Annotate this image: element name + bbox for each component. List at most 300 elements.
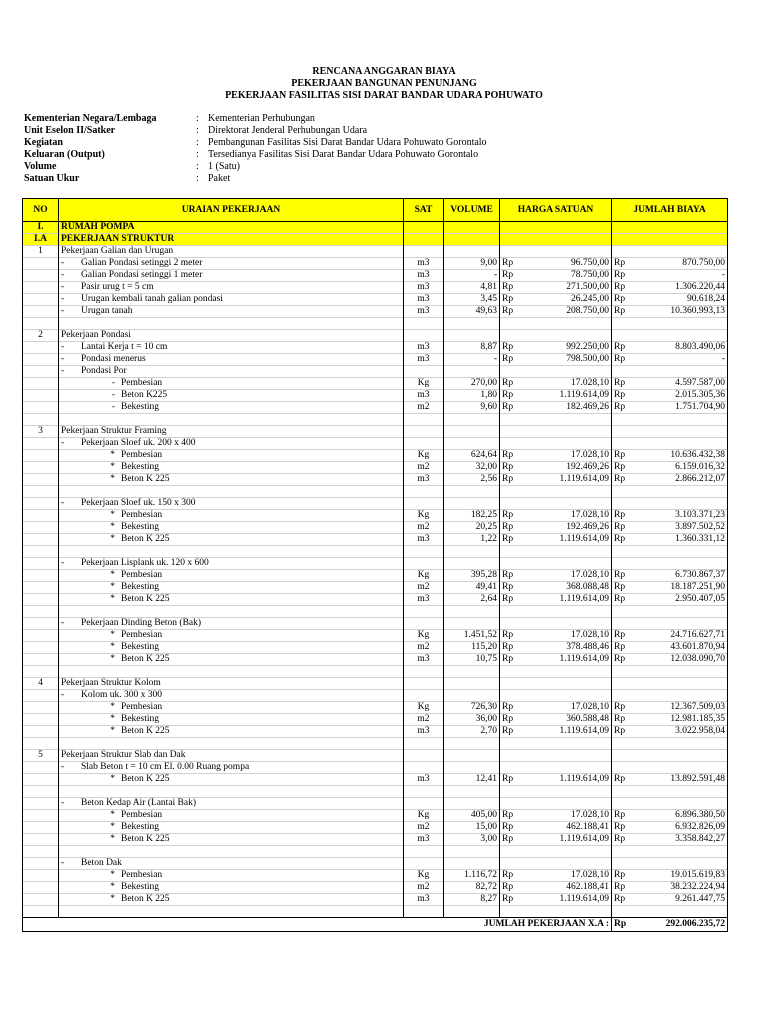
- cell-volume: [444, 678, 500, 690]
- cell-harga-satuan: [520, 318, 612, 330]
- cell-jumlah-biaya: 13.892.591,48: [634, 774, 728, 786]
- cell-jumlah-currency: [612, 786, 634, 798]
- col-header-sat: SAT: [404, 199, 444, 222]
- cell-uraian: [59, 810, 404, 822]
- item-marker: *: [110, 894, 115, 904]
- col-header-jumlah: JUMLAH BIAYA: [612, 199, 728, 222]
- cell-uraian: [59, 582, 404, 594]
- cell-no: [23, 702, 59, 714]
- cell-harga-currency: Rp: [500, 282, 520, 294]
- blank-row: [23, 786, 728, 798]
- item-marker: *: [110, 642, 115, 652]
- cell-sat: Kg: [404, 450, 444, 462]
- cell-volume: 49,41: [444, 582, 500, 594]
- table-row: [23, 594, 728, 606]
- cell-harga-satuan: 17.028,10: [520, 810, 612, 822]
- cell-uraian: PEKERJAAN STRUKTUR: [59, 234, 404, 246]
- item-text: Pekerjaan Struktur Kolom: [61, 678, 161, 688]
- cell-no: [23, 342, 59, 354]
- item-text: Beton K 225: [121, 894, 170, 904]
- cell-harga-satuan: 1.119.614,09: [520, 726, 612, 738]
- item-text: Pondasi menerus: [81, 354, 146, 364]
- item-text: Pekerjaan Galian dan Urugan: [61, 246, 174, 256]
- table-row: [23, 306, 728, 318]
- cell-volume: 405,00: [444, 810, 500, 822]
- info-key: Satuan Ukur: [24, 173, 80, 184]
- cell-volume: 82,72: [444, 882, 500, 894]
- cell-jumlah-currency: Rp: [612, 630, 634, 642]
- item-text: Beton K 225: [121, 774, 170, 784]
- table-row: [23, 894, 728, 906]
- cell-harga-currency: [500, 906, 520, 918]
- cell-uraian: [59, 738, 404, 750]
- cell-no: [23, 306, 59, 318]
- table-row: [23, 558, 728, 570]
- cell-volume: [444, 546, 500, 558]
- item-marker: -: [61, 762, 65, 772]
- cell-harga-currency: Rp: [500, 378, 520, 390]
- cell-jumlah-biaya: [634, 906, 728, 918]
- table-row: [23, 834, 728, 846]
- cell-harga-satuan: [520, 786, 612, 798]
- cell-volume: 8,27: [444, 894, 500, 906]
- cell-jumlah-biaya: [634, 426, 728, 438]
- cell-jumlah-currency: Rp: [612, 270, 634, 282]
- cell-harga-satuan: [520, 234, 612, 246]
- item-text: Bekesting: [121, 714, 159, 724]
- item-text: Bekesting: [121, 582, 159, 592]
- cell-harga-satuan: [520, 738, 612, 750]
- cell-harga-currency: [500, 606, 520, 618]
- cell-harga-satuan: 17.028,10: [520, 702, 612, 714]
- cell-jumlah-currency: Rp: [612, 342, 634, 354]
- cell-uraian: [59, 714, 404, 726]
- item-marker: *: [110, 810, 115, 820]
- cell-harga-currency: [500, 690, 520, 702]
- item-text: Bekesting: [121, 822, 159, 832]
- cell-harga-currency: [500, 234, 520, 246]
- cell-jumlah-biaya: [634, 666, 728, 678]
- cell-uraian: [59, 654, 404, 666]
- cell-jumlah-biaya: 18.187.251,90: [634, 582, 728, 594]
- cell-harga-currency: [500, 318, 520, 330]
- cell-jumlah-biaya: -: [634, 354, 728, 366]
- cell-harga-satuan: [520, 618, 612, 630]
- cell-harga-satuan: 1.119.614,09: [520, 474, 612, 486]
- blank-row: [23, 414, 728, 426]
- cell-uraian: [59, 402, 404, 414]
- info-value: Tersedianya Fasilitas Sisi Darat Bandar Udara Pohuwato Gorontalo: [208, 149, 479, 160]
- cell-sat: m3: [404, 282, 444, 294]
- item-text: Galian Pondasi setinggi 1 meter: [81, 270, 203, 280]
- col-header-no: NO: [23, 199, 59, 222]
- doc-title-line3: PEKERJAAN FASILITAS SISI DARAT BANDAR UDARA POHUWATO: [225, 90, 543, 101]
- cell-sat: m3: [404, 390, 444, 402]
- cell-sat: m2: [404, 462, 444, 474]
- cell-sat: m2: [404, 822, 444, 834]
- cell-harga-currency: [500, 426, 520, 438]
- cell-volume: [444, 498, 500, 510]
- cell-volume: [444, 486, 500, 498]
- item-marker: *: [110, 594, 115, 604]
- cell-uraian: [59, 594, 404, 606]
- item-text: Pekerjaan Sloef uk. 200 x 400: [81, 438, 196, 448]
- cell-sat: m3: [404, 654, 444, 666]
- cell-harga-currency: Rp: [500, 570, 520, 582]
- item-marker: *: [110, 870, 115, 880]
- cell-harga-currency: [500, 414, 520, 426]
- cell-volume: [444, 906, 500, 918]
- cell-no: 1: [23, 246, 59, 258]
- cell-jumlah-currency: [612, 690, 634, 702]
- cell-volume: 115,20: [444, 642, 500, 654]
- cell-harga-satuan: [520, 906, 612, 918]
- table-row: [23, 762, 728, 774]
- cell-harga-satuan: 1.119.614,09: [520, 774, 612, 786]
- cell-no: [23, 762, 59, 774]
- cell-no: [23, 534, 59, 546]
- cell-sat: [404, 606, 444, 618]
- cell-no: [23, 570, 59, 582]
- cell-jumlah-biaya: 19.015.619,83: [634, 870, 728, 882]
- cell-jumlah-currency: Rp: [612, 258, 634, 270]
- cell-volume: 1.116,72: [444, 870, 500, 882]
- cell-sat: [404, 414, 444, 426]
- cell-jumlah-biaya: [634, 690, 728, 702]
- cell-jumlah-currency: [612, 678, 634, 690]
- cell-no: [23, 558, 59, 570]
- cell-no: [23, 774, 59, 786]
- item-marker: -: [61, 438, 65, 448]
- cell-volume: [444, 438, 500, 450]
- cell-harga-currency: [500, 246, 520, 258]
- item-text: Pasir urug t = 5 cm: [81, 282, 154, 292]
- cell-volume: [444, 246, 500, 258]
- cell-jumlah-currency: [612, 426, 634, 438]
- item-marker: -: [111, 390, 115, 400]
- blank-row: [23, 738, 728, 750]
- cell-no: [23, 294, 59, 306]
- cell-no: [23, 402, 59, 414]
- cell-volume: [444, 618, 500, 630]
- table-row: [23, 726, 728, 738]
- cell-no: [23, 714, 59, 726]
- blank-row: [23, 546, 728, 558]
- cell-jumlah-biaya: 6.730.867,37: [634, 570, 728, 582]
- cell-jumlah-biaya: [634, 846, 728, 858]
- cell-jumlah-currency: Rp: [612, 450, 634, 462]
- cell-jumlah-currency: Rp: [612, 774, 634, 786]
- cell-uraian: [59, 378, 404, 390]
- cell-harga-currency: Rp: [500, 354, 520, 366]
- cell-harga-satuan: 17.028,10: [520, 570, 612, 582]
- cell-harga-currency: Rp: [500, 630, 520, 642]
- total-currency: Rp: [612, 918, 634, 932]
- cell-jumlah-biaya: 24.716.627,71: [634, 630, 728, 642]
- cell-jumlah-currency: [612, 798, 634, 810]
- cell-sat: [404, 798, 444, 810]
- cell-sat: Kg: [404, 510, 444, 522]
- info-key: Keluaran (Output): [24, 149, 105, 160]
- table-row: [23, 282, 728, 294]
- cell-no: [23, 810, 59, 822]
- table-row: [23, 858, 728, 870]
- cell-jumlah-currency: Rp: [612, 582, 634, 594]
- cell-sat: m2: [404, 522, 444, 534]
- cell-sat: Kg: [404, 378, 444, 390]
- cell-harga-satuan: 992.250,00: [520, 342, 612, 354]
- item-text: Beton K 225: [121, 834, 170, 844]
- cell-uraian: [59, 750, 404, 762]
- cell-jumlah-currency: [612, 618, 634, 630]
- cell-jumlah-biaya: [634, 234, 728, 246]
- cell-no: 2: [23, 330, 59, 342]
- cell-sat: Kg: [404, 570, 444, 582]
- item-text: Pembesian: [121, 570, 163, 580]
- cell-jumlah-currency: Rp: [612, 822, 634, 834]
- cell-jumlah-currency: Rp: [612, 642, 634, 654]
- cell-harga-currency: Rp: [500, 834, 520, 846]
- cell-jumlah-biaya: 6.932.826,09: [634, 822, 728, 834]
- cell-uraian: [59, 318, 404, 330]
- cell-uraian: [59, 882, 404, 894]
- cell-no: [23, 690, 59, 702]
- cell-harga-satuan: 17.028,10: [520, 378, 612, 390]
- cell-no: [23, 582, 59, 594]
- cell-volume: 9,60: [444, 402, 500, 414]
- table-row: [23, 750, 728, 762]
- col-header-uraian: URAIAN PEKERJAAN: [59, 199, 404, 222]
- item-marker: -: [61, 366, 65, 376]
- cell-sat: m3: [404, 474, 444, 486]
- cell-sat: [404, 846, 444, 858]
- cell-jumlah-currency: Rp: [612, 702, 634, 714]
- cell-jumlah-currency: [612, 438, 634, 450]
- item-text: Beton Dak: [81, 858, 122, 868]
- cell-harga-currency: Rp: [500, 822, 520, 834]
- cell-jumlah-biaya: 43.601.870,94: [634, 642, 728, 654]
- item-text: Bekesting: [121, 522, 159, 532]
- cell-no: 5: [23, 750, 59, 762]
- cell-no: [23, 822, 59, 834]
- cell-harga-currency: Rp: [500, 522, 520, 534]
- cell-volume: [444, 318, 500, 330]
- cell-uraian: [59, 258, 404, 270]
- cell-harga-satuan: [520, 246, 612, 258]
- cell-no: [23, 846, 59, 858]
- item-text: Bekesting: [121, 402, 159, 412]
- cell-harga-satuan: [520, 546, 612, 558]
- table-row: [23, 258, 728, 270]
- cell-sat: m3: [404, 354, 444, 366]
- table-row: [23, 642, 728, 654]
- cell-harga-currency: [500, 858, 520, 870]
- cell-uraian: [59, 414, 404, 426]
- cell-harga-currency: Rp: [500, 402, 520, 414]
- cell-volume: 2,70: [444, 726, 500, 738]
- cell-harga-satuan: [520, 690, 612, 702]
- table-row: [23, 654, 728, 666]
- cell-jumlah-currency: Rp: [612, 810, 634, 822]
- item-marker: *: [110, 510, 115, 520]
- cell-no: [23, 906, 59, 918]
- cell-harga-currency: Rp: [500, 342, 520, 354]
- info-key: Volume: [24, 161, 57, 172]
- cell-sat: [404, 690, 444, 702]
- section-row: [23, 222, 728, 234]
- cell-sat: [404, 678, 444, 690]
- cell-volume: [444, 426, 500, 438]
- cell-uraian: [59, 870, 404, 882]
- cell-harga-satuan: 368.088,48: [520, 582, 612, 594]
- cell-no: [23, 450, 59, 462]
- table-row: [23, 510, 728, 522]
- item-text: Pekerjaan Struktur Framing: [61, 426, 167, 436]
- cell-jumlah-currency: [612, 234, 634, 246]
- item-marker: *: [110, 726, 115, 736]
- cell-jumlah-currency: [612, 246, 634, 258]
- cell-harga-satuan: 1.119.614,09: [520, 894, 612, 906]
- cell-jumlah-currency: Rp: [612, 834, 634, 846]
- cell-harga-currency: [500, 546, 520, 558]
- cell-harga-satuan: 1.119.614,09: [520, 534, 612, 546]
- item-marker: -: [111, 378, 115, 388]
- cell-harga-satuan: 17.028,10: [520, 870, 612, 882]
- cell-harga-satuan: [520, 678, 612, 690]
- cell-no: [23, 894, 59, 906]
- cell-jumlah-biaya: [634, 498, 728, 510]
- cell-sat: m2: [404, 882, 444, 894]
- cell-uraian: [59, 906, 404, 918]
- cell-volume: 8,87: [444, 342, 500, 354]
- cell-volume: 9,00: [444, 258, 500, 270]
- info-value: Paket: [208, 173, 231, 184]
- cell-sat: [404, 906, 444, 918]
- cell-harga-satuan: [520, 558, 612, 570]
- cell-harga-satuan: 96.750,00: [520, 258, 612, 270]
- item-marker: *: [110, 702, 115, 712]
- cell-volume: [444, 738, 500, 750]
- cell-jumlah-currency: Rp: [612, 894, 634, 906]
- cell-harga-currency: Rp: [500, 810, 520, 822]
- cell-harga-satuan: 26.245,00: [520, 294, 612, 306]
- cell-no: 3: [23, 426, 59, 438]
- cell-harga-satuan: [520, 498, 612, 510]
- cell-harga-satuan: 208.750,00: [520, 306, 612, 318]
- cell-sat: [404, 318, 444, 330]
- cell-jumlah-biaya: 2.866.212,07: [634, 474, 728, 486]
- cell-jumlah-currency: [612, 762, 634, 774]
- section-row: [23, 234, 728, 246]
- cell-harga-currency: [500, 678, 520, 690]
- cell-jumlah-currency: Rp: [612, 354, 634, 366]
- cell-jumlah-currency: [612, 222, 634, 234]
- cell-volume: [444, 366, 500, 378]
- cell-no: [23, 870, 59, 882]
- cell-jumlah-biaya: 3.897.502,52: [634, 522, 728, 534]
- item-text: Bekesting: [121, 642, 159, 652]
- cell-jumlah-biaya: 12.981.185,35: [634, 714, 728, 726]
- cell-jumlah-biaya: 10.360.993,13: [634, 306, 728, 318]
- cell-uraian: [59, 786, 404, 798]
- cell-harga-satuan: 192.469,26: [520, 522, 612, 534]
- cell-jumlah-currency: [612, 366, 634, 378]
- cell-jumlah-biaya: 6.896.380,50: [634, 810, 728, 822]
- cell-uraian: RUMAH POMPA: [59, 222, 404, 234]
- cell-uraian: [59, 438, 404, 450]
- cell-jumlah-biaya: 12.038.090,70: [634, 654, 728, 666]
- cell-no: I.A: [23, 234, 59, 246]
- cell-volume: [444, 750, 500, 762]
- cell-harga-satuan: 462.188,41: [520, 882, 612, 894]
- cell-jumlah-biaya: 3.103.371,23: [634, 510, 728, 522]
- cell-harga-currency: [500, 786, 520, 798]
- cell-sat: m2: [404, 642, 444, 654]
- cell-harga-satuan: 1.119.614,09: [520, 390, 612, 402]
- cell-uraian: [59, 354, 404, 366]
- cell-no: [23, 270, 59, 282]
- cell-sat: Kg: [404, 810, 444, 822]
- cell-sat: Kg: [404, 702, 444, 714]
- table-row: [23, 402, 728, 414]
- cell-harga-satuan: 360.588,48: [520, 714, 612, 726]
- cell-no: [23, 546, 59, 558]
- table-row: [23, 426, 728, 438]
- cell-volume: [444, 798, 500, 810]
- cell-harga-currency: [500, 498, 520, 510]
- cell-volume: 4,81: [444, 282, 500, 294]
- cell-harga-satuan: [520, 366, 612, 378]
- table-row: [23, 702, 728, 714]
- table-row: [23, 246, 728, 258]
- table-row: [23, 366, 728, 378]
- cell-uraian: [59, 894, 404, 906]
- cell-no: [23, 498, 59, 510]
- cell-jumlah-currency: [612, 666, 634, 678]
- cell-jumlah-currency: Rp: [612, 594, 634, 606]
- table-row: [23, 570, 728, 582]
- cell-jumlah-currency: [612, 318, 634, 330]
- cell-harga-satuan: 182.469,26: [520, 402, 612, 414]
- cell-jumlah-biaya: 3.022.958,04: [634, 726, 728, 738]
- cell-uraian: [59, 534, 404, 546]
- cell-harga-satuan: [520, 798, 612, 810]
- cell-sat: [404, 486, 444, 498]
- cell-no: [23, 798, 59, 810]
- cell-jumlah-currency: [612, 486, 634, 498]
- cell-harga-satuan: [520, 750, 612, 762]
- blank-row: [23, 318, 728, 330]
- item-marker: *: [110, 450, 115, 460]
- cell-volume: 12,41: [444, 774, 500, 786]
- item-marker: -: [61, 618, 65, 628]
- item-text: Slab Beton t = 10 cm El. 0.00 Ruang pompa: [81, 762, 250, 772]
- item-marker: -: [61, 258, 65, 268]
- cell-sat: [404, 546, 444, 558]
- cell-no: [23, 282, 59, 294]
- cell-harga-satuan: 798.500,00: [520, 354, 612, 366]
- cell-sat: m3: [404, 258, 444, 270]
- item-text: Bekesting: [121, 462, 159, 472]
- cell-uraian: [59, 246, 404, 258]
- cell-jumlah-biaya: 1.360.331,12: [634, 534, 728, 546]
- item-marker: -: [61, 282, 65, 292]
- cell-uraian: [59, 390, 404, 402]
- cell-uraian: [59, 294, 404, 306]
- item-text: Pekerjaan Pondasi: [61, 330, 131, 340]
- cell-volume: [444, 558, 500, 570]
- cell-harga-currency: Rp: [500, 474, 520, 486]
